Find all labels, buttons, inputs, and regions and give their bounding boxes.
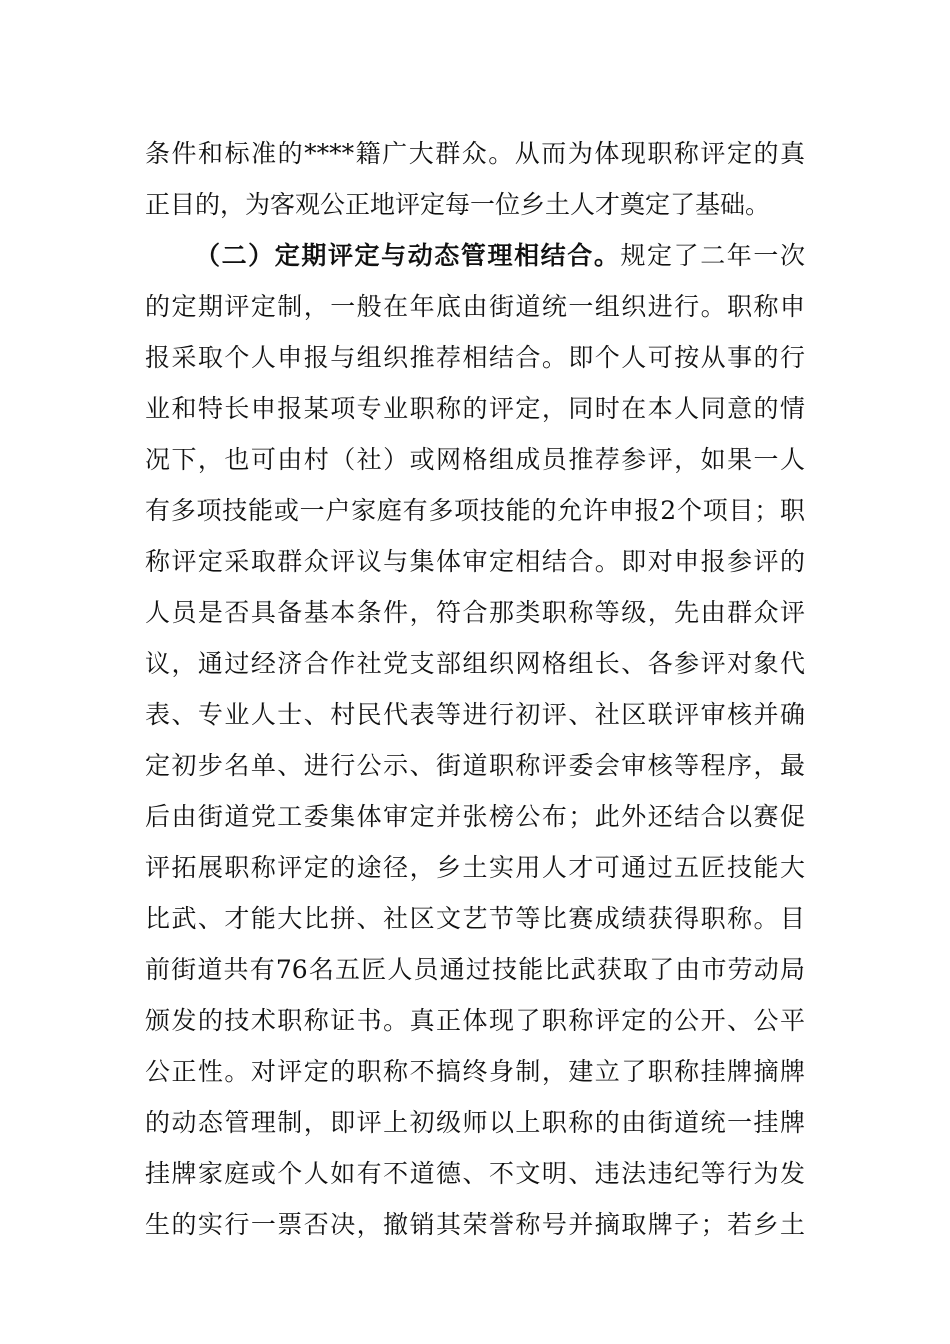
- text-line-21: 挂牌家庭或个人如有不道德、不文明、违法违纪等行为发: [145, 1159, 805, 1188]
- text-line-6: 业和特长申报某项专业职称的评定，同时在本人同意的情: [145, 394, 805, 423]
- section-heading-continuation: 规定了二年一次: [620, 241, 805, 270]
- text-line-18: 颁发的技术职称证书。真正体现了职称评定的公开、公平: [145, 1006, 805, 1035]
- text-line-14: 后由街道党工委集体审定并张榜公布；此外还结合以赛促: [145, 802, 805, 831]
- text-line-5: 报采取个人申报与组织推荐相结合。即个人可按从事的行: [145, 343, 805, 372]
- text-line-15: 评拓展职称评定的途径，乡土实用人才可通过五匠技能大: [145, 853, 805, 882]
- section-heading-line: [195, 236, 805, 276]
- text-line-10: 人员是否具备基本条件，符合那类职称等级，先由群众评: [145, 598, 805, 627]
- text-line-1: 条件和标准的****籍广大群众。从而为体现职称评定的真: [145, 139, 805, 168]
- text-line-7: 况下，也可由村（社）或网格组成员推荐参评，如果一人: [145, 445, 805, 474]
- text-line-12: 表、专业人士、村民代表等进行初评、社区联评审核并确: [145, 700, 805, 729]
- section-heading: （二）定期评定与动态管理相结合。: [195, 241, 621, 270]
- text-line-16: 比武、才能大比拼、社区文艺节等比赛成绩获得职称。目: [145, 904, 805, 933]
- text-line-2: 正目的，为客观公正地评定每一位乡土人才奠定了基础。: [145, 190, 771, 219]
- text-line-9: 称评定采取群众评议与集体审定相结合。即对申报参评的: [145, 547, 805, 576]
- text-line-8: 有多项技能或一户家庭有多项技能的允许申报2个项目；职: [145, 496, 805, 525]
- text-line-4: 的定期评定制，一般在年底由街道统一组织进行。职称申: [145, 292, 805, 321]
- text-line-20: 的动态管理制，即评上初级师以上职称的由街道统一挂牌: [145, 1108, 805, 1137]
- text-line-22: 生的实行一票否决，撤销其荣誉称号并摘取牌子；若乡土: [145, 1210, 805, 1239]
- text-line-17: 前街道共有76名五匠人员通过技能比武获取了由市劳动局: [145, 955, 805, 984]
- text-line-11: 议，通过经济合作社党支部组织网格组长、各参评对象代: [145, 649, 805, 678]
- text-line-13: 定初步名单、进行公示、街道职称评委会审核等程序，最: [145, 751, 805, 780]
- text-line-19: 公正性。对评定的职称不搞终身制，建立了职称挂牌摘牌: [145, 1057, 805, 1086]
